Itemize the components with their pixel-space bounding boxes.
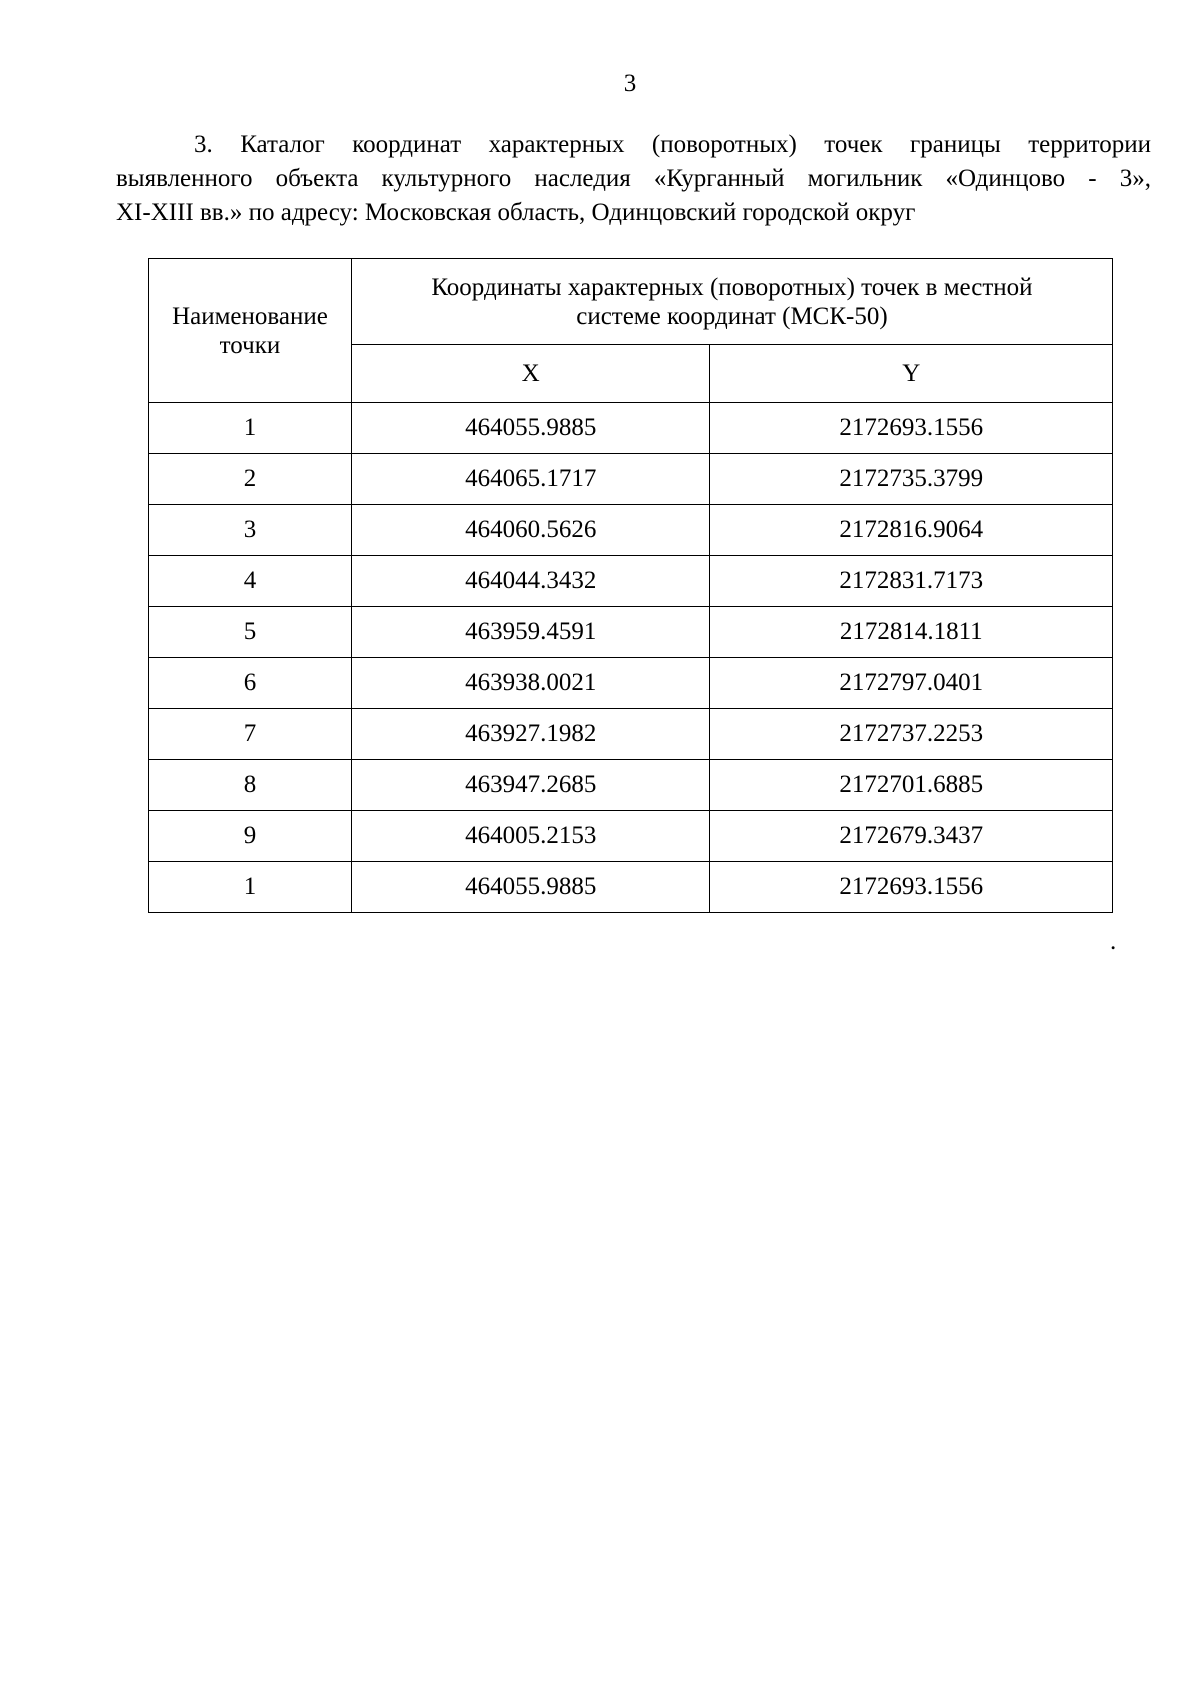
table-row	[149, 760, 1113, 811]
cell-point-name: 8	[149, 760, 352, 811]
cell-y: 2172814.1811	[710, 607, 1113, 658]
header-coordinates	[351, 259, 1112, 345]
table-row	[149, 505, 1113, 556]
table-row	[149, 862, 1113, 913]
cell-y: 2172737.2253	[710, 709, 1113, 760]
cell-y: 2172701.6885	[710, 760, 1113, 811]
cell-point-name: 9	[149, 811, 352, 862]
intro-line-3: XI-XIII вв.» по адресу: Московская область, Одинцовский городской округ	[116, 199, 916, 226]
header-y: Y	[710, 345, 1113, 403]
coordinates-table	[148, 258, 1113, 913]
header-point-name-line-1: Наименование	[172, 302, 328, 330]
cell-x: 464065.1717	[351, 454, 710, 505]
cell-point-name: 7	[149, 709, 352, 760]
cell-point-name: 1	[149, 862, 352, 913]
cell-x: 464055.9885	[351, 403, 710, 454]
cell-point-name: 2	[149, 454, 352, 505]
header-point-name-line-2: точки	[219, 331, 281, 359]
cell-x: 463959.4591	[351, 607, 710, 658]
intro-paragraph	[116, 128, 1151, 230]
intro-line-1: 3. Каталог координат характерных (поворотных) точек границы территории	[194, 131, 1151, 158]
cell-y: 2172693.1556	[710, 403, 1113, 454]
cell-x: 464005.2153	[351, 811, 710, 862]
cell-y: 2172831.7173	[710, 556, 1113, 607]
intro-line-2: выявленного объекта культурного наследия «Курганный могильник «Одинцово - 3»,	[116, 165, 1151, 192]
cell-x: 463947.2685	[351, 760, 710, 811]
cell-point-name: 5	[149, 607, 352, 658]
table-row	[149, 454, 1113, 505]
cell-y: 2172679.3437	[710, 811, 1113, 862]
cell-x: 463938.0021	[351, 658, 710, 709]
cell-x: 464044.3432	[351, 556, 710, 607]
cell-point-name: 4	[149, 556, 352, 607]
table-row	[149, 658, 1113, 709]
header-coordinates-line-2: системе координат (МСК-50)	[576, 302, 888, 330]
cell-x: 464060.5626	[351, 505, 710, 556]
table-row	[149, 556, 1113, 607]
table-row	[149, 403, 1113, 454]
cell-x: 464055.9885	[351, 862, 710, 913]
cell-y: 2172693.1556	[710, 862, 1113, 913]
cell-point-name: 1	[149, 403, 352, 454]
cell-point-name: 6	[149, 658, 352, 709]
page-number: 3	[623, 70, 637, 97]
cell-y: 2172735.3799	[710, 454, 1113, 505]
trailing-period: .	[1110, 928, 1117, 955]
cell-point-name: 3	[149, 505, 352, 556]
cell-y: 2172797.0401	[710, 658, 1113, 709]
header-coordinates-line-1: Координаты характерных (поворотных) точек в местной	[431, 273, 1033, 301]
table-row	[149, 607, 1113, 658]
header-point-name	[149, 259, 352, 403]
cell-x: 463927.1982	[351, 709, 710, 760]
table-row	[149, 709, 1113, 760]
table-row	[149, 811, 1113, 862]
header-x: X	[351, 345, 710, 403]
cell-y: 2172816.9064	[710, 505, 1113, 556]
